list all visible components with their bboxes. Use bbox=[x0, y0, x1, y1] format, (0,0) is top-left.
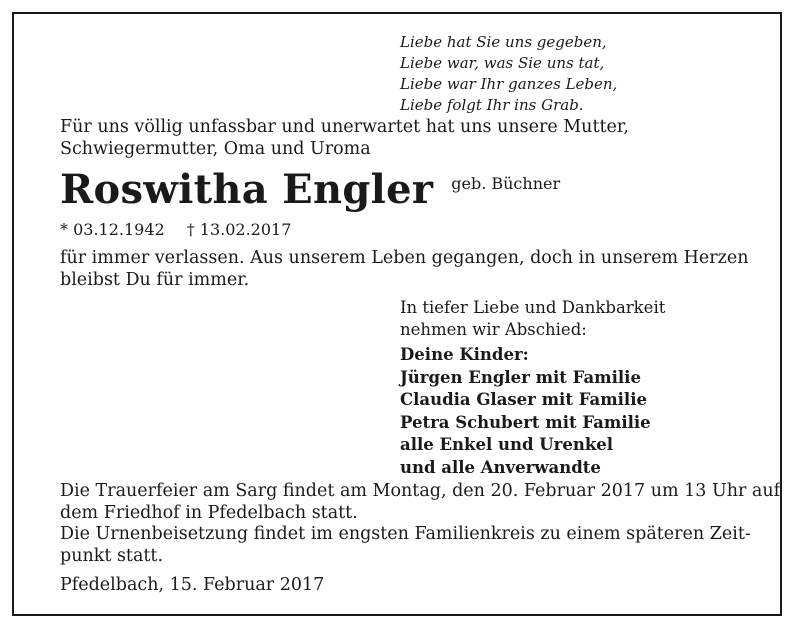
death-date: † 13.02.2017 bbox=[186, 220, 292, 239]
mourner-line: Jürgen Engler mit Familie bbox=[400, 367, 641, 387]
service-info bbox=[60, 481, 780, 567]
place-date: Pfedelbach, 15. Februar 2017 bbox=[60, 575, 325, 595]
poem-line: Liebe hat Sie uns gegeben, bbox=[400, 33, 607, 51]
mourners-list bbox=[400, 344, 651, 479]
service-line: punkt statt. bbox=[60, 545, 164, 566]
birth-date: * 03.12.1942 bbox=[60, 220, 165, 239]
mourner-line: und alle Anverwandte bbox=[400, 457, 601, 477]
thanks-line: nehmen wir Abschied: bbox=[400, 319, 587, 339]
mourner-line: Petra Schubert mit Familie bbox=[400, 412, 651, 432]
thanks-line: In tiefer Liebe und Dankbarkeit bbox=[400, 298, 666, 317]
farewell-line: für immer verlassen. Aus unserem Leben gegangen, doch in unserem Herzen bbox=[60, 248, 749, 268]
poem-line: Liebe folgt Ihr ins Grab. bbox=[400, 96, 584, 114]
mourner-line: alle Enkel und Urenkel bbox=[400, 435, 614, 454]
life-dates bbox=[60, 220, 291, 239]
intro-line: Schwiegermutter, Oma und Uroma bbox=[60, 138, 371, 159]
farewell-line: bleibst Du für immer. bbox=[60, 269, 250, 290]
intro-text bbox=[60, 117, 629, 160]
farewell-text bbox=[60, 248, 749, 291]
service-line: Die Urnenbeisetzung findet im engsten Familienkreis zu einem späteren Zeit- bbox=[60, 524, 751, 544]
mourner-line: Deine Kinder: bbox=[400, 345, 529, 364]
mourner-line: Claudia Glaser mit Familie bbox=[400, 390, 647, 409]
poem-line: Liebe war, was Sie uns tat, bbox=[400, 54, 605, 72]
poem-line: Liebe war Ihr ganzes Leben, bbox=[400, 75, 618, 93]
poem bbox=[400, 32, 617, 116]
deceased-name: Roswitha Engler bbox=[60, 166, 434, 213]
maiden-name: geb. Büchner bbox=[451, 174, 561, 193]
deceased-heading bbox=[60, 166, 560, 213]
thanks-text bbox=[400, 297, 665, 340]
intro-line: Für uns völlig unfassbar und unerwartet hat uns unsere Mutter, bbox=[60, 117, 629, 137]
service-line: dem Friedhof in Pfedelbach statt. bbox=[60, 502, 358, 523]
service-line: Die Trauerfeier am Sarg findet am Montag, den 20. Februar 2017 um 13 Uhr auf bbox=[60, 481, 781, 501]
